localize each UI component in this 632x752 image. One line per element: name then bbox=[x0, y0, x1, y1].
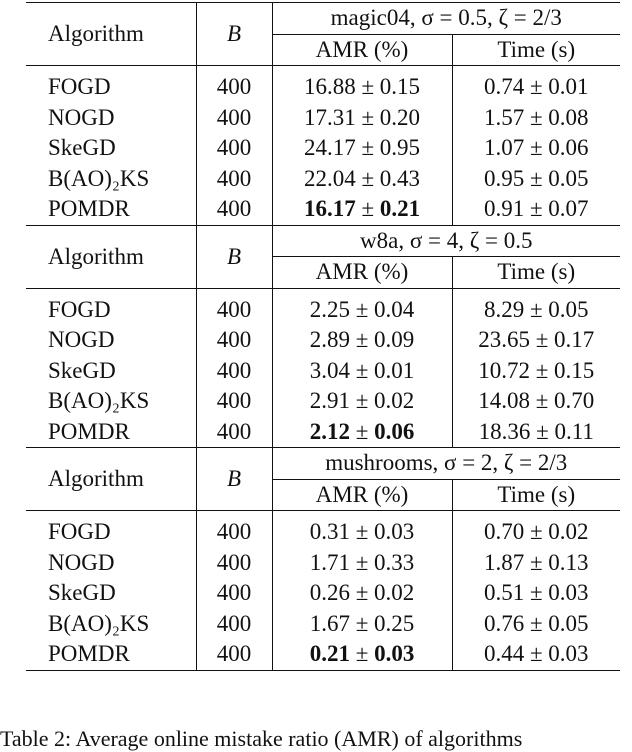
amr-cell: 2.89 ± 0.09 bbox=[272, 325, 452, 356]
time-column-header: Time (s) bbox=[497, 481, 576, 507]
budget-cell: 400 bbox=[196, 548, 272, 579]
budget-cell: 400 bbox=[196, 639, 272, 670]
time-column-header: Time (s) bbox=[497, 259, 576, 285]
algorithm-column-header: Algorithm bbox=[26, 448, 196, 511]
algorithm-name-cell: POMDR bbox=[26, 417, 196, 448]
budget-column-header: B bbox=[196, 3, 272, 66]
table-row bbox=[26, 356, 620, 387]
budget-cell: 400 bbox=[196, 578, 272, 609]
time-cell: 1.87 ± 0.13 bbox=[483, 549, 589, 575]
time-column-header: Time (s) bbox=[497, 36, 576, 62]
amr-cell: 17.31 ± 0.20 bbox=[272, 103, 452, 134]
algorithm-name-cell: B(AO)₂KS bbox=[26, 386, 196, 417]
budget-cell: 400 bbox=[196, 386, 272, 417]
table-row bbox=[26, 194, 620, 225]
amr-mean-value: 2.12 bbox=[309, 418, 356, 444]
time-cell: 8.29 ± 0.05 bbox=[483, 296, 589, 322]
amr-std-value: 0.03 bbox=[368, 641, 415, 667]
algorithm-name-cell: SkeGD bbox=[26, 578, 196, 609]
algorithm-name-cell: FOGD bbox=[26, 517, 196, 548]
amr-std-value: 0.21 bbox=[374, 196, 421, 222]
plus-minus-sign: ± bbox=[361, 196, 375, 222]
amr-cell: 22.04 ± 0.43 bbox=[272, 164, 452, 195]
amr-cell: 1.67 ± 0.25 bbox=[272, 609, 452, 640]
algorithm-name-cell: FOGD bbox=[26, 72, 196, 103]
time-cell: 0.91 ± 0.07 bbox=[452, 194, 620, 225]
section-header-row bbox=[26, 3, 620, 35]
time-cell: 0.95 ± 0.05 bbox=[483, 165, 589, 191]
dataset-title: w8a, σ = 4, ζ = 0.5 bbox=[272, 225, 620, 257]
budget-cell: 400 bbox=[196, 325, 272, 356]
amr-cell: 1.71 ± 0.33 bbox=[272, 548, 452, 579]
plus-minus-sign: ± bbox=[355, 641, 369, 667]
time-cell: 1.07 ± 0.06 bbox=[483, 135, 589, 161]
algorithm-name-cell: B(AO)₂KS bbox=[26, 609, 196, 640]
table-row bbox=[26, 548, 620, 579]
budget-column-header: B bbox=[196, 225, 272, 288]
table-row bbox=[26, 417, 620, 448]
time-cell: 14.08 ± 0.70 bbox=[478, 388, 595, 414]
time-cell: 0.44 ± 0.03 bbox=[452, 639, 620, 670]
table-row bbox=[26, 517, 620, 548]
table-row bbox=[26, 386, 620, 417]
algorithm-column-header: Algorithm bbox=[26, 3, 196, 66]
section-header-row bbox=[26, 225, 620, 257]
amr-mean-value: 0.21 bbox=[309, 641, 356, 667]
table-row bbox=[26, 164, 620, 195]
algorithm-name-cell: B(AO)₂KS bbox=[26, 164, 196, 195]
time-cell: 18.36 ± 0.11 bbox=[452, 417, 620, 448]
table-row bbox=[26, 72, 620, 103]
time-cell: 0.74 ± 0.01 bbox=[483, 74, 589, 100]
algorithm-name-cell: POMDR bbox=[26, 639, 196, 670]
amr-cell: 0.31 ± 0.03 bbox=[272, 517, 452, 548]
budget-cell: 400 bbox=[196, 295, 272, 326]
section-header-row bbox=[26, 448, 620, 480]
table-row bbox=[26, 103, 620, 134]
amr-cell: 16.88 ± 0.15 bbox=[272, 72, 452, 103]
amr-column-header: AMR (%) bbox=[272, 34, 452, 66]
dataset-title: mushrooms, σ = 2, ζ = 2/3 bbox=[272, 448, 620, 480]
budget-column-header: B bbox=[196, 448, 272, 511]
time-cell: 1.57 ± 0.08 bbox=[483, 104, 589, 130]
time-cell: 0.70 ± 0.02 bbox=[483, 519, 589, 545]
algorithm-name-cell: NOGD bbox=[26, 103, 196, 134]
amr-column-header: AMR (%) bbox=[272, 479, 452, 511]
dataset-title: magic04, σ = 0.5, ζ = 2/3 bbox=[272, 3, 620, 35]
amr-cell bbox=[272, 639, 452, 670]
time-cell: 10.72 ± 0.15 bbox=[478, 357, 595, 383]
budget-cell: 400 bbox=[196, 194, 272, 225]
table-row bbox=[26, 133, 620, 164]
table-row bbox=[26, 325, 620, 356]
amr-cell: 24.17 ± 0.95 bbox=[272, 133, 452, 164]
amr-cell: 2.91 ± 0.02 bbox=[272, 386, 452, 417]
table-row bbox=[26, 295, 620, 326]
algorithm-name-cell: NOGD bbox=[26, 325, 196, 356]
algorithm-name-cell: FOGD bbox=[26, 295, 196, 326]
time-cell: 23.65 ± 0.17 bbox=[478, 327, 595, 353]
budget-cell: 400 bbox=[196, 417, 272, 448]
time-cell: 0.51 ± 0.03 bbox=[483, 580, 589, 606]
table-caption: Table 2: Average online mistake ratio (AMR) of algorithms bbox=[0, 726, 523, 751]
amr-cell: 3.04 ± 0.01 bbox=[272, 356, 452, 387]
budget-cell: 400 bbox=[196, 133, 272, 164]
algorithm-name-cell: SkeGD bbox=[26, 133, 196, 164]
results-table-body bbox=[26, 3, 620, 671]
budget-cell: 400 bbox=[196, 164, 272, 195]
budget-cell: 400 bbox=[196, 609, 272, 640]
budget-cell: 400 bbox=[196, 356, 272, 387]
algorithm-name-cell: SkeGD bbox=[26, 356, 196, 387]
budget-cell: 400 bbox=[196, 517, 272, 548]
budget-cell: 400 bbox=[196, 72, 272, 103]
amr-cell bbox=[272, 417, 452, 448]
time-cell: 0.76 ± 0.05 bbox=[483, 610, 589, 636]
amr-mean-value: 16.17 bbox=[303, 196, 362, 222]
table-row bbox=[26, 639, 620, 670]
amr-std-value: 0.06 bbox=[368, 418, 415, 444]
amr-cell: 2.25 ± 0.04 bbox=[272, 295, 452, 326]
budget-cell: 400 bbox=[196, 103, 272, 134]
algorithm-name-cell: POMDR bbox=[26, 194, 196, 225]
amr-cell: 0.26 ± 0.02 bbox=[272, 578, 452, 609]
algorithm-column-header: Algorithm bbox=[26, 225, 196, 288]
plus-minus-sign: ± bbox=[355, 418, 369, 444]
results-table bbox=[26, 2, 620, 671]
amr-column-header: AMR (%) bbox=[272, 257, 452, 289]
table-row bbox=[26, 609, 620, 640]
table-row bbox=[26, 578, 620, 609]
amr-cell bbox=[272, 194, 452, 225]
algorithm-name-cell: NOGD bbox=[26, 548, 196, 579]
